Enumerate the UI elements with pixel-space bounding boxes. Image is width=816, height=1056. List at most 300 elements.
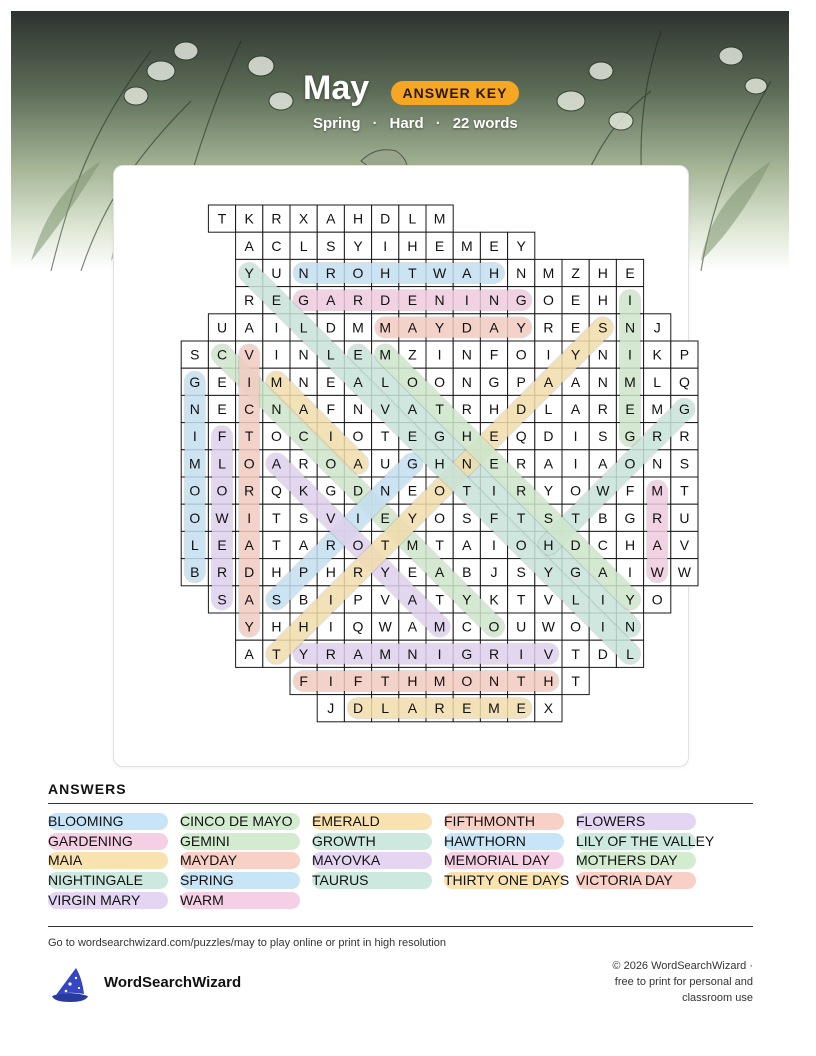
- grid-letter: H: [298, 618, 309, 635]
- grid-letter: Y: [516, 237, 526, 254]
- grid-letter: A: [298, 401, 309, 417]
- grid-letter: O: [434, 482, 446, 499]
- grid-letter: A: [462, 537, 472, 553]
- answer-item: [48, 852, 168, 869]
- answer-item: [312, 833, 432, 850]
- grid-letter: R: [244, 482, 255, 499]
- divider: [48, 803, 753, 804]
- grid-letter: G: [515, 292, 527, 309]
- grid-letter: A: [326, 210, 336, 227]
- grid-letter: H: [407, 237, 418, 254]
- grid-letter: N: [434, 292, 445, 309]
- grid-letter: L: [381, 373, 390, 390]
- grid-letter: H: [352, 210, 364, 227]
- answer-item: [180, 892, 300, 909]
- grid-letter: I: [356, 509, 360, 526]
- grid-letter: A: [353, 645, 363, 662]
- grid-letter: E: [407, 292, 418, 309]
- grid-letter: S: [217, 591, 227, 608]
- grid-letter: N: [271, 401, 282, 417]
- grid-letter: M: [433, 618, 446, 635]
- grid-letter: L: [571, 591, 580, 608]
- grid-letter: E: [326, 373, 336, 390]
- divider: [48, 926, 753, 927]
- grid-letter: H: [597, 292, 608, 309]
- grid-letter: O: [189, 509, 201, 526]
- answer-item: [444, 852, 564, 869]
- answer-item: [180, 833, 300, 850]
- grid-letter: M: [460, 237, 473, 254]
- grid-letter: O: [216, 482, 228, 499]
- grid-letter: Y: [434, 319, 445, 336]
- grid-letter: H: [271, 564, 282, 581]
- grid-letter: I: [437, 645, 442, 662]
- grid-letter: O: [434, 373, 446, 390]
- grid-letter: D: [570, 537, 581, 553]
- grid-letter: T: [272, 509, 281, 526]
- grid-letter: A: [543, 373, 554, 390]
- grid-letter: S: [543, 509, 554, 526]
- grid-letter: P: [679, 346, 690, 363]
- grid-letter: O: [189, 482, 201, 499]
- answer-item: [444, 833, 564, 850]
- grid-letter: L: [408, 210, 417, 227]
- grid-letter: S: [598, 428, 608, 445]
- grid-letter: Z: [408, 346, 417, 363]
- grid-letter: R: [216, 564, 228, 581]
- grid-letter: A: [407, 591, 418, 608]
- grid-letter: Y: [244, 265, 254, 281]
- grid-letter: D: [325, 319, 336, 336]
- grid-letter: I: [628, 346, 632, 363]
- grid-letter: T: [516, 591, 526, 608]
- grid-letter: B: [190, 564, 200, 581]
- grid-letter: V: [380, 401, 390, 417]
- grid-letter: R: [679, 428, 690, 445]
- grid-letter: K: [489, 591, 499, 608]
- answer-item: [180, 813, 300, 830]
- grid-letter: G: [406, 455, 418, 472]
- grid-letter: D: [461, 319, 472, 336]
- grid-letter: Q: [678, 373, 690, 390]
- grid-letter: V: [679, 537, 690, 553]
- grid-letter: T: [571, 645, 580, 662]
- grid-letter: S: [298, 509, 309, 526]
- copyright-line: classroom use: [682, 992, 753, 1004]
- brand-name[interactable]: WordSearchWizard: [104, 974, 242, 991]
- answers-heading: ANSWERS: [48, 781, 127, 797]
- grid-letter: T: [380, 673, 390, 689]
- answer-label: MEMORIAL DAY: [444, 852, 550, 869]
- grid-letter: I: [328, 618, 333, 635]
- grid-letter: E: [407, 564, 418, 581]
- answer-label: MAIA: [48, 852, 83, 869]
- grid-letter: A: [407, 401, 418, 417]
- grid-letter: R: [434, 700, 445, 717]
- answer-label: FLOWERS: [576, 813, 646, 829]
- grid-letter: N: [189, 401, 200, 417]
- grid-letter: R: [652, 509, 663, 526]
- grid-letter: W: [378, 618, 392, 635]
- grid-letter: I: [247, 509, 252, 526]
- grid-letter: S: [190, 346, 200, 363]
- grid-letter: A: [407, 700, 418, 717]
- grid-letter: I: [519, 645, 524, 662]
- meta-separator: ·: [435, 115, 441, 132]
- answer-item: [444, 872, 570, 889]
- grid-letter: Q: [270, 482, 282, 499]
- grid-letter: R: [325, 537, 336, 553]
- grid-letter: R: [298, 455, 309, 472]
- grid-letter: W: [677, 564, 692, 581]
- grid-letter: A: [353, 455, 363, 472]
- grid-letter: A: [652, 537, 662, 553]
- grid-letter: M: [379, 319, 392, 336]
- grid-letter: S: [516, 564, 526, 581]
- grid-letter: N: [624, 319, 636, 336]
- grid-letter: I: [328, 673, 333, 689]
- answer-label: TAURUS: [312, 872, 369, 889]
- answer-label: NIGHTINGALE: [48, 872, 143, 889]
- grid-letter: H: [271, 618, 282, 635]
- grid-letter: O: [352, 265, 364, 281]
- copyright-line: © 2026 WordSearchWizard ·: [612, 960, 753, 972]
- answer-label: WARM: [180, 891, 224, 908]
- answer-item: [48, 872, 168, 889]
- grid-letter: F: [326, 401, 336, 417]
- answer-label: MOTHERS DAY: [576, 852, 678, 869]
- copyright-line: free to print for personal and: [614, 976, 753, 988]
- grid-letter: E: [217, 373, 227, 390]
- grid-letter: F: [217, 428, 227, 445]
- grid-letter: Y: [298, 645, 309, 662]
- grid-letter: I: [628, 564, 632, 581]
- grid-letter: Y: [543, 564, 554, 581]
- grid-letter: G: [678, 401, 690, 417]
- grid-letter: N: [407, 645, 418, 662]
- grid-letter: U: [516, 618, 527, 635]
- grid-letter: U: [271, 265, 282, 281]
- grid-letter: V: [326, 509, 336, 526]
- answer-label: THIRTY ONE DAYS: [444, 872, 570, 889]
- grid-letter: J: [653, 319, 661, 336]
- grid-letter: T: [516, 673, 526, 689]
- grid-letter: L: [218, 455, 226, 472]
- grid-letter: L: [381, 700, 390, 717]
- grid-letter: I: [573, 455, 578, 472]
- grid-letter: A: [326, 292, 336, 309]
- answer-label: HAWTHORN: [444, 832, 526, 849]
- category-label: Spring: [313, 115, 361, 132]
- grid-letter: G: [570, 564, 582, 581]
- grid-letter: E: [625, 265, 635, 281]
- answer-item: [312, 813, 432, 830]
- grid-letter: B: [462, 564, 472, 581]
- grid-letter: E: [380, 509, 390, 526]
- grid-letter: Z: [571, 265, 580, 281]
- grid-letter: I: [192, 428, 197, 445]
- grid-letter: A: [244, 537, 254, 553]
- grid-letter: N: [597, 373, 608, 390]
- grid-letter: G: [189, 373, 201, 390]
- grid-letter: N: [488, 292, 500, 309]
- grid-letter: H: [461, 428, 472, 445]
- grid-letter: T: [680, 482, 689, 499]
- grid-letter: I: [600, 618, 605, 635]
- grid-letter: R: [461, 401, 472, 417]
- grid-letter: B: [298, 591, 309, 608]
- grid-letter: A: [244, 645, 254, 662]
- grid-letter: I: [628, 292, 632, 309]
- grid-letter: I: [437, 346, 442, 363]
- answer-item: [180, 872, 300, 889]
- grid-letter: R: [352, 292, 364, 309]
- grid-letter: N: [298, 373, 309, 390]
- grid-letter: F: [353, 673, 363, 689]
- grid-letter: N: [298, 265, 309, 281]
- grid-letter: T: [571, 673, 580, 689]
- answer-label: MAYOVKA: [312, 852, 381, 869]
- grid-letter: A: [298, 537, 309, 553]
- grid-letter: A: [271, 455, 282, 472]
- grid-letter: A: [244, 591, 254, 608]
- grid-letter: A: [407, 319, 418, 336]
- grid-letter: O: [352, 537, 364, 553]
- grid-letter: M: [488, 700, 500, 717]
- grid-letter: T: [462, 482, 472, 499]
- answer-label: CINCO DE MAYO: [180, 813, 293, 829]
- grid-letter: E: [353, 346, 363, 363]
- grid-letter: L: [299, 237, 308, 254]
- grid-letter: S: [462, 509, 472, 526]
- grid-letter: M: [379, 645, 392, 662]
- grid-letter: L: [544, 401, 553, 417]
- grid-letter: G: [624, 509, 636, 526]
- grid-letter: S: [679, 455, 690, 472]
- grid-letter: P: [298, 564, 309, 581]
- answer-label: VIRGIN MARY: [48, 891, 141, 908]
- grid-letter: O: [515, 346, 527, 363]
- difficulty-label: Hard: [389, 115, 424, 132]
- grid-letter: H: [597, 265, 608, 281]
- grid-letter: R: [352, 564, 364, 581]
- grid-letter: A: [598, 564, 608, 581]
- answer-item: [312, 872, 432, 889]
- answer-item: [180, 852, 300, 869]
- grid-letter: E: [407, 482, 418, 499]
- grid-letter: O: [270, 428, 282, 445]
- grid-letter: R: [652, 428, 663, 445]
- grid-letter: M: [651, 482, 664, 499]
- grid-letter: R: [597, 401, 608, 417]
- grid-letter: M: [406, 537, 419, 553]
- grid-letter: O: [651, 591, 663, 608]
- grid-letter: M: [433, 210, 446, 227]
- grid-letter: G: [325, 482, 337, 499]
- grid-letter: O: [488, 618, 500, 635]
- grid-letter: O: [325, 455, 337, 472]
- grid-letter: T: [516, 509, 526, 526]
- page-title: May: [303, 69, 370, 107]
- grid-letter: H: [434, 455, 445, 472]
- answer-label: GEMINI: [180, 832, 230, 849]
- grid-letter: E: [489, 237, 499, 254]
- grid-letter: R: [271, 210, 282, 227]
- answer-key-badge: ANSWER KEY: [391, 81, 519, 105]
- grid-letter: M: [624, 373, 636, 390]
- grid-letter: C: [271, 237, 282, 254]
- answer-label: EMERALD: [312, 813, 380, 829]
- grid-letter: A: [489, 319, 499, 336]
- grid-letter: C: [244, 401, 255, 417]
- grid-letter: R: [325, 645, 336, 662]
- grid-letter: M: [188, 455, 201, 472]
- grid-letter: E: [570, 319, 581, 336]
- grid-letter: O: [352, 428, 364, 445]
- answer-item: [48, 892, 168, 909]
- grid-letter: W: [541, 618, 556, 635]
- grid-letter: A: [598, 455, 608, 472]
- grid-letter: C: [597, 537, 608, 553]
- grid-letter: U: [216, 319, 228, 336]
- grid-letter: N: [516, 265, 527, 281]
- grid-letter: E: [434, 237, 445, 254]
- grid-letter: M: [433, 673, 446, 689]
- grid-letter: N: [461, 346, 472, 363]
- answer-item: [576, 813, 696, 830]
- grid-letter: S: [271, 591, 282, 608]
- grid-letter: I: [573, 428, 578, 445]
- grid-letter: A: [570, 373, 581, 390]
- grid-letter: H: [488, 265, 500, 281]
- grid-letter: F: [299, 673, 308, 689]
- answer-label: GARDENING: [48, 832, 133, 849]
- grid-letter: K: [298, 482, 309, 499]
- grid-letter: L: [190, 537, 199, 553]
- grid-letter: L: [653, 373, 662, 390]
- grid-letter: Y: [570, 346, 581, 363]
- grid-letter: T: [244, 428, 254, 445]
- grid-letter: E: [407, 428, 418, 445]
- grid-letter: N: [488, 673, 500, 689]
- answer-label: SPRING: [180, 872, 234, 889]
- grid-letter: T: [380, 537, 390, 553]
- grid-letter: U: [380, 455, 391, 472]
- grid-letter: T: [435, 537, 444, 553]
- grid-letter: N: [352, 401, 364, 417]
- grid-letter: G: [461, 645, 473, 662]
- grid-letter: V: [380, 591, 390, 608]
- grid-letter: T: [380, 428, 390, 445]
- grid-letter: R: [543, 319, 554, 336]
- grid-letter: A: [570, 401, 581, 417]
- grid-letter: T: [435, 591, 444, 608]
- answer-item: [576, 872, 696, 889]
- grid-letter: M: [542, 265, 555, 281]
- grid-letter: A: [543, 455, 554, 472]
- answer-item: [576, 832, 715, 850]
- grid-letter: D: [380, 292, 391, 309]
- grid-letter: E: [217, 537, 227, 553]
- grid-letter: C: [298, 428, 309, 445]
- grid-letter: R: [488, 645, 500, 662]
- grid-letter: X: [298, 210, 309, 227]
- grid-letter: R: [516, 482, 527, 499]
- grid-letter: D: [543, 428, 554, 445]
- grid-letter: G: [434, 428, 446, 445]
- grid-letter: Y: [353, 237, 363, 254]
- grid-letter: M: [270, 373, 283, 390]
- grid-letter: I: [383, 237, 388, 254]
- grid-letter: O: [624, 455, 636, 472]
- answer-item: [48, 813, 168, 830]
- grid-letter: R: [516, 455, 527, 472]
- grid-letter: B: [598, 509, 608, 526]
- grid-letter: I: [274, 319, 279, 336]
- grid-letter: A: [353, 373, 363, 390]
- grid-letter: E: [489, 428, 499, 445]
- answer-label: LILY OF THE VALLEY: [576, 832, 715, 849]
- grid-letter: I: [328, 428, 333, 445]
- grid-letter: R: [244, 292, 255, 309]
- grid-letter: M: [651, 401, 664, 417]
- answer-label: FIFTHMONTH: [444, 813, 535, 829]
- grid-letter: H: [380, 265, 391, 281]
- grid-letter: F: [625, 482, 635, 499]
- grid-letter: W: [215, 509, 229, 526]
- grid-letter: Q: [352, 618, 364, 635]
- grid-letter: D: [244, 564, 255, 581]
- grid-letter: L: [326, 346, 335, 363]
- grid-letter: H: [407, 673, 418, 689]
- grid-letter: D: [352, 482, 364, 499]
- grid-letter: J: [490, 564, 498, 581]
- answer-item: [576, 852, 696, 869]
- grid-letter: K: [244, 210, 254, 227]
- grid-letter: W: [596, 482, 610, 499]
- grid-letter: N: [624, 618, 636, 635]
- grid-letter: Y: [625, 591, 635, 608]
- grid-letter: E: [462, 700, 472, 717]
- grid-letter: D: [380, 210, 391, 227]
- grid-letter: N: [652, 455, 663, 472]
- grid-letter: E: [489, 455, 499, 472]
- grid-letter: A: [244, 237, 254, 254]
- grid-letter: H: [543, 673, 554, 689]
- grid-letter: T: [217, 210, 227, 227]
- grid-letter: T: [435, 401, 444, 417]
- grid-letter: O: [406, 373, 418, 390]
- grid-letter: E: [570, 292, 581, 309]
- grid-letter: N: [380, 482, 391, 499]
- grid-letter: I: [600, 591, 605, 608]
- grid-letter: O: [570, 618, 582, 635]
- grid-letter: H: [624, 537, 636, 553]
- grid-letter: H: [325, 564, 336, 581]
- grid-letter: E: [516, 700, 526, 717]
- footer-link[interactable]: Go to wordsearchwizard.com/puzzles/may to play online or print in high resolution: [48, 937, 447, 949]
- grid-letter: E: [625, 401, 635, 417]
- grid-letter: O: [515, 537, 527, 553]
- grid-letter: W: [650, 564, 664, 581]
- grid-letter: U: [679, 509, 690, 526]
- answer-label: BLOOMING: [48, 813, 124, 829]
- grid-letter: S: [598, 319, 608, 336]
- grid-letter: N: [461, 373, 472, 390]
- grid-letter: N: [597, 346, 608, 363]
- copyright-notice: [553, 958, 753, 1006]
- grid-letter: O: [461, 673, 473, 689]
